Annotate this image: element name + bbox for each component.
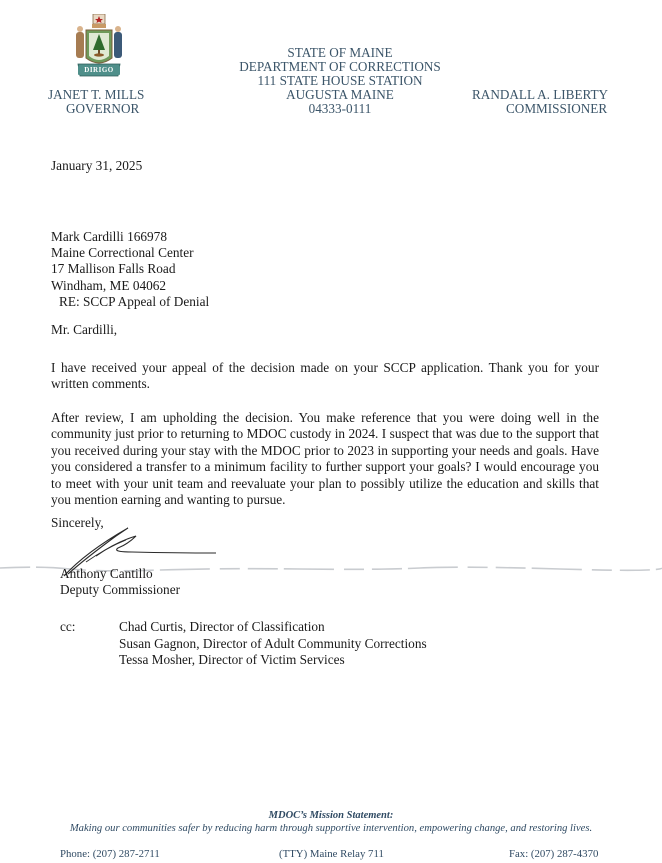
cc-recipient: Chad Curtis, Director of Classification <box>119 619 325 634</box>
letterhead-state: STATE OF MAINE <box>287 45 393 60</box>
recipient-street: 17 Mallison Falls Road <box>51 261 176 277</box>
closing: Sincerely, <box>51 515 104 530</box>
letterhead-zip: 04333-0111 <box>308 101 372 116</box>
recipient-facility: Maine Correctional Center <box>51 245 194 261</box>
governor-name: JANET T. MILLS <box>48 87 145 102</box>
governor-block <box>48 88 144 116</box>
body-paragraph-1: I have received your appeal of the decision made on your SCCP application. Thank you for your written comments. <box>51 360 599 392</box>
signer-name: Anthony Cantillo <box>60 566 153 581</box>
mission-statement-text: Making our communities safer by reducing harm through supportive intervention, empowering change, and restoring lives. <box>69 823 593 834</box>
letterhead-address <box>230 46 450 116</box>
letterhead-city: AUGUSTA MAINE <box>286 87 394 102</box>
commissioner-name: RANDALL A. LIBERTY <box>472 87 609 102</box>
letterhead-department: DEPARTMENT OF CORRECTIONS <box>239 59 441 74</box>
footer-fax: Fax: (207) 287-4370 <box>509 848 599 860</box>
recipient-city: Windham, ME 04062 <box>51 277 167 293</box>
signer-block <box>60 566 180 598</box>
cc-recipient: Tessa Mosher, Director of Victim Services <box>119 652 345 667</box>
body-paragraph-2: After review, I am upholding the decision. You make reference that you were doing well in the community just prior to returning to MDOC custody in 2024. I suspect that was due to the support that you received during your stay with the MDOC prior to 2023 in supporting your needs and goals. Have you considered a transfer to a minimum facility to further support your goals? I would encourage you to meet with your unit team and reevaluate your plan to possibly utilize the education and skills that you mention earning and wanting to pursue. <box>51 410 599 508</box>
commissioner-title: COMMISSIONER <box>506 101 608 116</box>
mission-statement-title: MDOC’s Mission Statement: <box>268 810 394 821</box>
letter-date: January 31, 2025 <box>51 158 143 173</box>
recipient-name: Mark Cardilli 166978 <box>51 229 167 244</box>
footer-phone: Phone: (207) 287-2711 <box>60 848 160 860</box>
signer-title: Deputy Commissioner <box>60 582 181 597</box>
salutation: Mr. Cardilli, <box>51 322 118 337</box>
cc-label: cc: <box>60 619 76 634</box>
re-line: RE: SCCP Appeal of Denial <box>59 293 210 309</box>
letterhead-street: 111 STATE HOUSE STATION <box>257 73 423 88</box>
footer-tty: (TTY) Maine Relay 711 <box>279 848 384 860</box>
cc-recipient: Susan Gagnon, Director of Adult Community Corrections <box>119 635 427 651</box>
commissioner-block <box>472 88 608 116</box>
governor-title: GOVERNOR <box>66 101 140 116</box>
recipient-address <box>51 229 209 310</box>
seal-motto: DIRIGO <box>78 66 120 75</box>
